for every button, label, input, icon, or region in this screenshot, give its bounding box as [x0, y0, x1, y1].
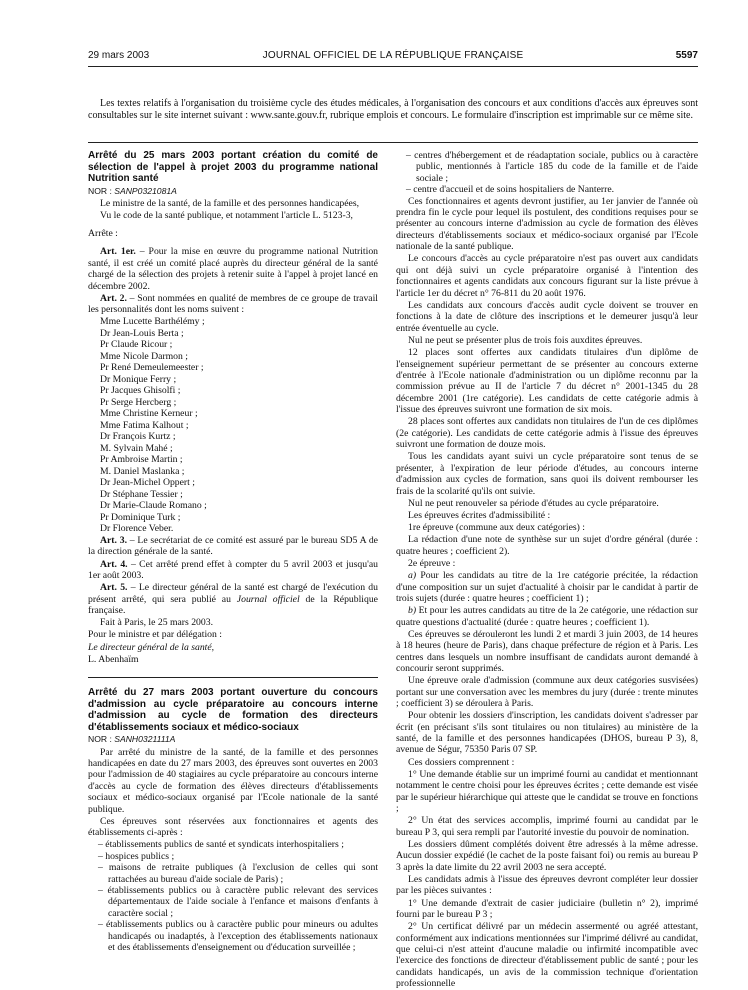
header-date: 29 mars 2003 — [88, 50, 150, 61]
paragraph: Ces dossiers comprennent : — [408, 756, 515, 768]
paragraph: La rédaction d'une note de synthèse sur un sujet d'ordre général (durée : quatre heures ; coefficient 2). — [396, 534, 698, 557]
arrete2-title: Arrêté du 27 mars 2003 portant ouverture du concours d'admission au cycle préparatoire au concours interne d'admission au cycle de formation des directeurs d'établissements sociaux et médico-sociaux — [88, 687, 378, 733]
left-column — [88, 150, 378, 953]
list-item: Dr Stéphane Tessier ; — [100, 488, 183, 500]
arrete1-title: Arrêté du 25 mars 2003 portant création du comité de sélection de l'appel à projet 2003 du programme national Nutrition santé — [88, 150, 378, 185]
arrete1-article-1: Art. 1er. – Pour la mise en œuvre du programme national Nutrition santé, il est créé un comité placé auprès du directeur général de la santé chargé de la sélection des projets à retenir suite à l'appel à projet lancé en décembre 2002. — [88, 246, 379, 292]
paragraph: 1° Une demande d'extrait de casier judiciaire (bulletin n° 2), imprimé fourni par le bureau P 3 ; — [396, 897, 698, 920]
establishment-list — [88, 839, 378, 953]
arrete1-minister: Le ministre de la santé, de la famille et des personnes handicapées, — [100, 197, 360, 209]
header-page-number: 5597 — [675, 50, 698, 61]
list-item: Dr François Kurtz ; — [100, 431, 176, 443]
list-item: Pr Claude Ricour ; — [100, 339, 173, 351]
paragraph: Les candidats admis à l'issue des épreuves devront compléter leur dossier par les pièces suivantes : — [396, 873, 698, 897]
arrete2-intro: Par arrêté du ministre de la santé, de la famille et des personnes handicapées en date du 27 mars 2003, des épreuves sont ouvertes en 2003 pour l'admission de 40 stagiaires au cycle préparatoire au concours interne d'accès au cycle de formation des élèves directeurs d'établissements sociaux et médico-sociaux organisé par l'Ecole nationale de la santé publique. — [88, 746, 378, 815]
arrete1-arrete: Arrête : — [88, 228, 118, 240]
paragraph: Nul ne peut se présenter plus de trois fois auxdites épreuves. — [408, 334, 643, 346]
paragraph: 28 places sont offertes aux candidats non titulaires de l'un de ces diplômes (2e catégorie). Les candidats de cette catégorie admis à l'issue des épreuves suivront une formation de douze mois. — [396, 416, 698, 451]
list-item: Dr Jean-Louis Berta ; — [100, 327, 184, 339]
list-item: Dr Florence Veber. — [100, 523, 174, 535]
list-item: Mme Nicole Darmon ; — [100, 350, 188, 362]
list-item: – centres d'hébergement et de réadaptation sociale, publics ou à caractère public, mentionnés à l'article 185 du code de la famille et de l'aide sociale ; — [396, 150, 698, 184]
article-separator — [88, 677, 378, 679]
list-item: M. Daniel Maslanka ; — [100, 465, 185, 477]
paragraph: b) Et pour les autres candidats au titre de la 2e catégorie, une rédaction sur quatre questions d'actualité (durée : quatre heures ; coefficient 1). — [396, 605, 698, 628]
list-item: Dr Jean-Michel Oppert ; — [100, 477, 195, 489]
arrete1-fait: Fait à Paris, le 25 mars 2003. — [100, 617, 214, 629]
arrete2-nor: NOR : SANH0321111A — [88, 734, 176, 745]
header-journal-title: JOURNAL OFFICIEL DE LA RÉPUBLIQUE FRANÇAISE — [262, 50, 524, 61]
list-item: – établissements publics de santé et syndicats interhospitaliers ; — [88, 839, 378, 850]
list-item: – centre d'accueil et de soins hospitaliers de Nanterre. — [396, 184, 698, 195]
list-item: Pr Jacques Ghisolfi ; — [100, 385, 181, 397]
list-item: – établissements publics ou à caractère public pour mineurs ou adultes handicapés ou inadaptés, à l'exception des établissements nationaux et des établissements d'enseignement ou d'éducation surveillée ; — [88, 919, 378, 953]
paragraph: 1° Une demande établie sur un imprimé fourni au candidat et mentionnant notamment le centre choisi pour les épreuves écrites ; cette demande est visée par le supérieur hiérarchique qui atteste que le candidat se trouve en fonctions ; — [396, 768, 698, 815]
list-item: Pr Dominique Turk ; — [100, 511, 181, 523]
list-item: Mme Fatima Kalhout ; — [100, 419, 189, 431]
signature-line-1: Pour le ministre et par délégation : — [88, 629, 222, 641]
section-rule — [88, 142, 698, 143]
paragraph: Ces épreuves se dérouleront les lundi 2 et mardi 3 juin 2003, de 14 heures à 18 heures (heure de Paris), dans chaque préfecture de région et à Paris. Les centres dans lesquels un nombre insuffisant de candidats auront demandé à concourir seront supprimés. — [396, 628, 698, 675]
arrete1-article-5: Art. 5. – Le directeur général de la santé est chargé de l'exécution du présent arrêté, qui sera publié au Journal officiel de la République française. — [88, 582, 378, 616]
list-item: Pr René Demeulemeester ; — [100, 362, 204, 374]
paragraph: a) Pour les candidats au titre de la 1re catégorie précitée, la rédaction d'une composition sur un sujet d'actualité à choisir par le candidat à partir de trois sujets (durée : quatre heures ; coefficient 1) ; — [396, 570, 698, 604]
list-item: Pr Ambroise Martin ; — [100, 454, 183, 466]
paragraph: 2° Un certificat délivré par un médecin assermenté ou agréé attestant, conformément aux indications mentionnées sur l'imprimé délivré au candidat, que celui-ci n'est atteint d'aucune maladie ou infirmité incompatible avec l'exercice des fonctions de directeur d'établissement public de santé ; pour les candidats handicapés, un avis de la commission technique d'orientation professionnelle — [396, 921, 698, 990]
paragraph: Ces fonctionnaires et agents devront justifier, au 1er janvier de l'année où prendra fin le cycle pour lequel ils postulent, des conditions requises pour se présenter au concours interne d'admission au cycle de formation des élèves directeurs d'établissements sociaux et médico-sociaux organisé par l'Ecole nationale de la santé publique. — [396, 195, 698, 253]
signature-line-2: Le directeur général de la santé, — [88, 641, 215, 653]
paragraph: Pour obtenir les dossiers d'inscription, les candidats doivent s'adresser par écrit (en précisant s'ils sont titulaires ou non titulaires) au ministère de la santé, de la famille et des personnes handicapées (DHOS, bureau P 3), 8, avenue de Ségur, 75350 Paris 07 SP. — [396, 710, 698, 756]
arrete1-article-2: Art. 2. – Sont nommées en qualité de membres de ce groupe de travail les personnalités dont les noms suivent : — [88, 292, 378, 316]
list-item: Dr Marie-Claude Romano ; — [100, 500, 207, 512]
right-column — [396, 150, 698, 990]
list-item: – maisons de retraite publiques (à l'exclusion de celles qui sont rattachées au bureau d'aide sociale de Paris) ; — [88, 862, 378, 885]
paragraph: 2° Un état des services accomplis, imprimé fourni au candidat par le bureau P 3, qui sera rempli par l'autorité investie du pouvoir de nomination. — [396, 815, 698, 838]
arrete1-article-4: Art. 4. – Cet arrêté prend effet à compter du 5 avril 2003 et jusqu'au 1er août 2003. — [88, 558, 378, 581]
paragraph: Les épreuves écrites d'admissibilité : — [408, 509, 551, 521]
signature-name: L. Abenhaïm — [88, 653, 139, 665]
intro-paragraph: Les textes relatifs à l'organisation du troisième cycle des études médicales, à l'organisation des concours et aux conditions d'accès aux épreuves sont consultables sur le site internet suivant : www.sante.gouv.fr, rubrique emplois et concours. Le formulaire d'inscription est imprimable sur ce même site. — [88, 98, 698, 121]
member-list — [88, 316, 378, 535]
arrete1-article-3: Art. 3. – Le secrétariat de ce comité est assuré par le bureau SD5 A de la direction générale de la santé. — [88, 534, 378, 558]
list-item: – hospices publics ; — [88, 851, 378, 862]
list-item: Dr Monique Ferry ; — [100, 373, 177, 385]
header-rule — [88, 66, 698, 67]
list-item: – établissements publics ou à caractère public relevant des services départementaux de l'aide sociale à l'enfance et maisons d'enfants à caractère social ; — [88, 885, 378, 919]
page-header — [88, 50, 698, 66]
paragraph: 2e épreuve : — [408, 557, 456, 569]
list-item: M. Sylvain Mahé ; — [100, 442, 173, 454]
arrete1-visa: Vu le code de la santé publique, et notamment l'article L. 5123-3, — [100, 209, 353, 221]
list-item: Mme Lucette Barthélémy ; — [100, 316, 205, 328]
paragraph: 1re épreuve (commune aux deux catégories) : — [408, 522, 585, 534]
paragraph: Les candidats aux concours d'accès audit cycle doivent se trouver en fonctions à la date de clôture des inscriptions et le demeurer jusqu'à leur entrée éventuelle au cycle. — [396, 299, 698, 334]
list-item: Pr Serge Hercberg ; — [100, 396, 177, 408]
list-item: Mme Christine Kerneur ; — [100, 408, 198, 420]
arrete2-establishments-intro: Ces épreuves sont réservées aux fonctionnaires et agents des établissements ci-après : — [88, 815, 378, 839]
paragraph: Nul ne peut renouveler sa période d'études au cycle préparatoire. — [408, 497, 659, 509]
paragraph: Les dossiers dûment complétés doivent être adressés à la même adresse. Aucun dossier expédié (le cachet de la poste faisant foi) ou remis au bureau P 3 après la date limite du 22 avril 2003 ne sera accepté. — [396, 838, 698, 873]
establishment-list-continued — [396, 150, 698, 196]
paragraph: Une épreuve orale d'admission (commune aux deux catégories susvisées) portant sur une conversation avec les membres du jury (durée : trente minutes ; coefficient 3) se déroulera à Paris. — [396, 675, 698, 710]
paragraph: 12 places sont offertes aux candidats titulaires d'un diplôme de l'enseignement supérieur permettant de se présenter au concours externe d'entrée à l'Ecole nationale d'administration ou un diplôme reconnu par la commission prévue au II de l'article 7 du décret n° 2001-1345 du 28 décembre 2001 (1re catégorie). Les candidats de cette catégorie admis à l'issue des épreuves suivront une formation de six mois. — [396, 347, 698, 416]
arrete1-nor: NOR : SANP0321081A — [88, 185, 177, 196]
paragraph: Tous les candidats ayant suivi un cycle préparatoire sont tenus de se présenter, à l'expiration de leur période d'études, au concours interne d'admission aux cycles de formation, sans quoi ils doivent rembourser les frais de la scolarité qu'ils ont suivie. — [396, 451, 698, 497]
paragraph: Le concours d'accès au cycle préparatoire n'est pas ouvert aux candidats qui ont déjà suivi un cycle préparatoire organisé à l'intention des fonctionnaires et agents candidats aux concours figurant sur la liste prévue à l'article 1er du décret n° 76-811 du 20 août 1976. — [396, 253, 698, 299]
